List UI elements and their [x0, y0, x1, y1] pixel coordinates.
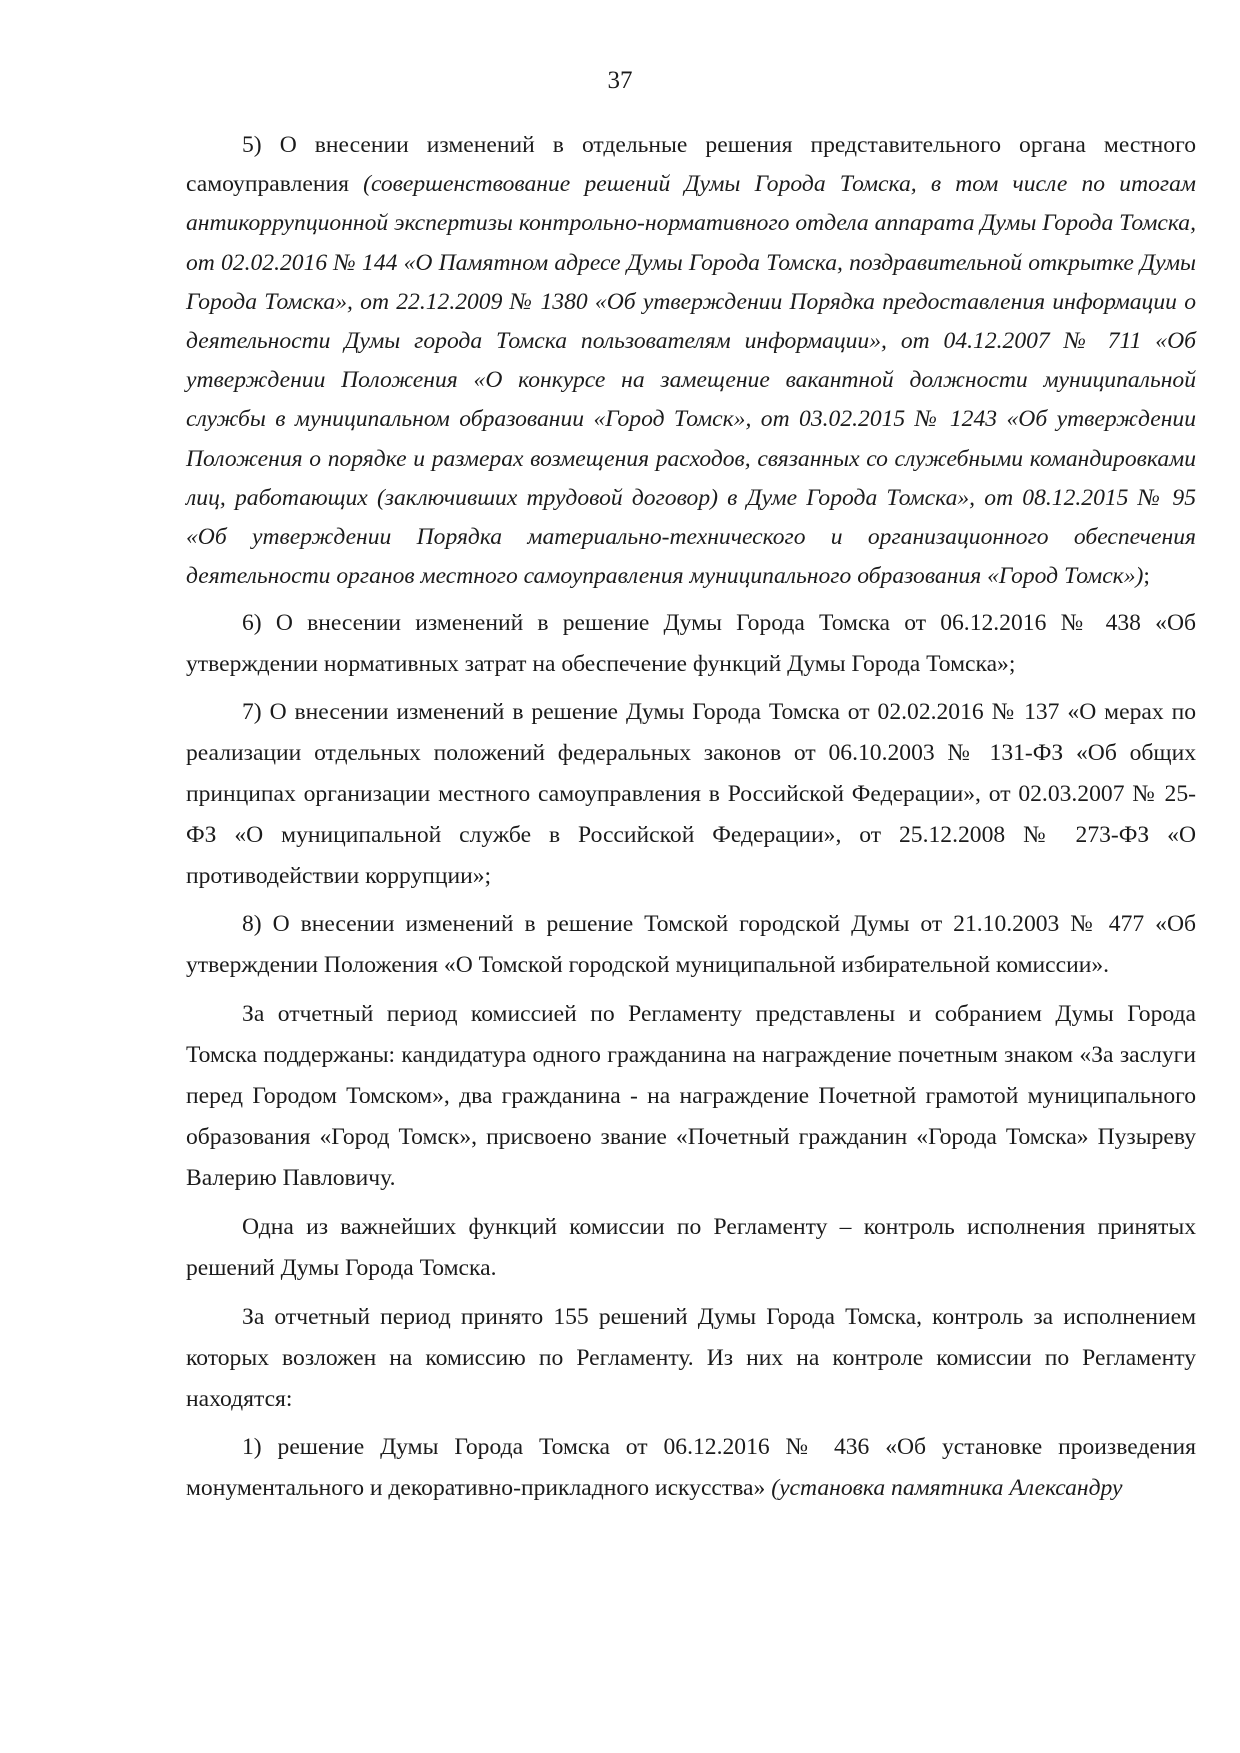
- page-number: 37: [607, 67, 633, 94]
- control-function-paragraph: Одна из важнейших функций комиссии по Регламенту – контроль исполнения принятых решений Думы Города Томска.: [186, 1214, 1196, 1282]
- list-item-7: 7) О внесении изменений в решение Думы Города Томска от 02.02.2016 № 137 «О мерах по реализации отдельных положений федеральных законов от 06.10.2003 № 131-ФЗ «Об общих принципах организации местного самоуправления в Российской Федерации», от 02.03.2007 № 25-ФЗ «О муниципальной службе в Российской Федерации», от 25.12.2008 № 273-ФЗ «О противодействии коррупции»;: [186, 699, 1196, 890]
- list-item-5-details: (совершенствование решений Думы Города Томска, в том числе по итогам антикоррупционной экспертизы контрольно-нормативного отдела аппарата Думы Города Томска, от 02.02.2016 № 144 «О Памятном адресе Думы Города Томска, поздравительной открытке Думы Города Томска», от 22.12.2009 № 1380 «Об утверждении Порядка предоставления информации о деятельности Думы города Томска пользователям информации», от 04.12.2007 № 711 «Об утверждении Положения «О конкурсе на замещение вакантной должности муниципальной службы в муниципальном образовании «Город Томск», от 03.02.2015 № 1243 «Об утверждении Положения о порядке и размерах возмещения расходов, связанных со служебными командировками лиц, работающих (заключивших трудовой договор) в Думе Города Томска», от 08.12.2015 № 95 «Об утверждении Порядка материально-технического и организационного обеспечения деятельности органов местного самоуправления муниципального образования «Город Томск»): [186, 171, 1196, 590]
- control-list-item-1: [186, 1427, 1196, 1509]
- decisions-count-paragraph: За отчетный период принято 155 решений Думы Города Томска, контроль за исполнением которых возложен на комиссию по Регламенту. Из них на контроле комиссии по Регламенту находятся:: [186, 1304, 1196, 1413]
- control-list-item-1-lead: 1) решение Думы Города Томска от 06.12.2016 № 436 «Об установке произведения монументального и декоративно-прикладного искусства»: [186, 1434, 1196, 1502]
- list-item-8: 8) О внесении изменений в решение Томской городской Думы от 21.10.2003 № 477 «Об утверждении Положения «О Томской городской муниципальной избирательной комиссии».: [186, 911, 1196, 979]
- awards-paragraph: За отчетный период комиссией по Регламенту представлены и собранием Думы Города Томска поддержаны: кандидатура одного гражданина на награждение почетным знаком «За заслуги перед Городом Томском», два гражданина - на награждение Почетной грамотой муниципального образования «Город Томск», присвоено звание «Почетный гражданин «Города Томска» Пузыреву Валерию Павловичу.: [186, 1001, 1196, 1192]
- list-item-5-tail: ;: [1143, 563, 1150, 590]
- document-body: [186, 126, 1196, 1509]
- list-item-5-lead: 5) О внесении изменений в отдельные решения представительного органа местного самоуправления: [186, 132, 1196, 198]
- control-list-item-1-details: (установка памятника Александру: [771, 1475, 1123, 1502]
- list-item-5: [186, 126, 1196, 596]
- list-item-6: 6) О внесении изменений в решение Думы Города Томска от 06.12.2016 № 438 «Об утверждении нормативных затрат на обеспечение функций Думы Города Томска»;: [186, 610, 1196, 678]
